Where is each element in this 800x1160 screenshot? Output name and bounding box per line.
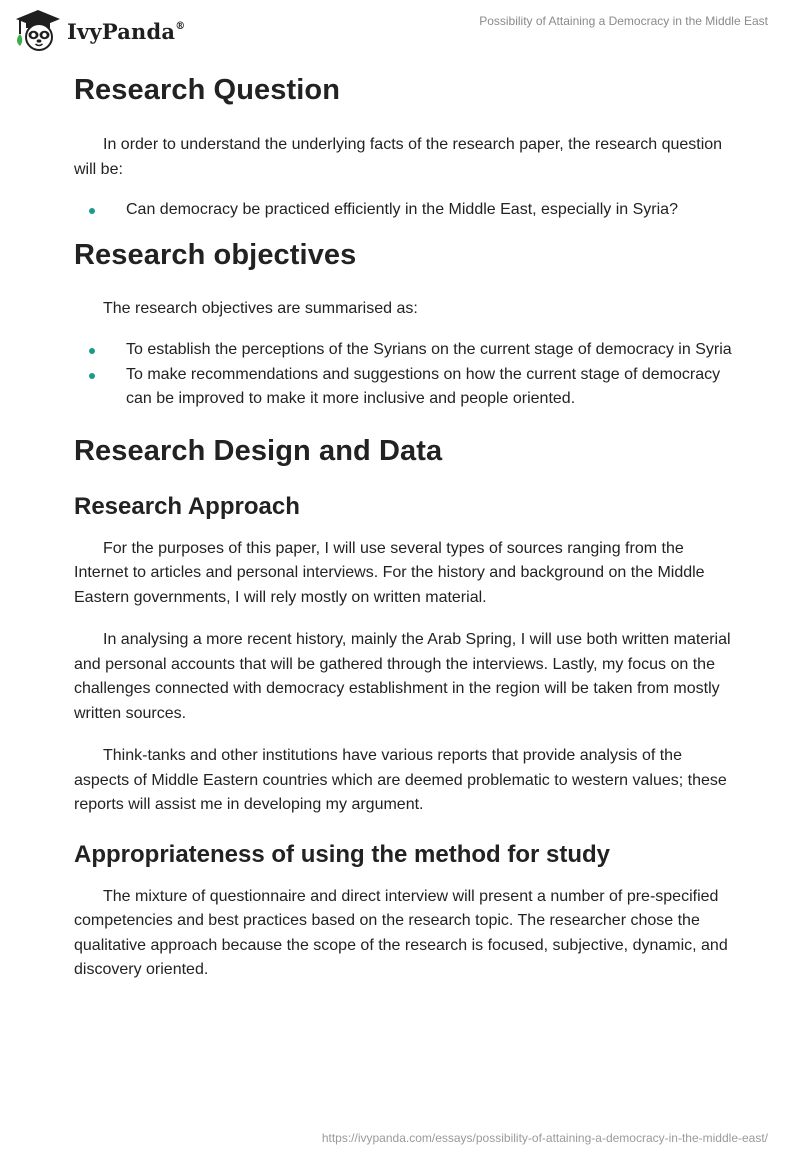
page-header <box>0 0 800 64</box>
document-title: Possibility of Attaining a Democracy in the Middle East <box>479 14 768 28</box>
heading-appropriateness: Appropriateness of using the method for study <box>74 840 611 868</box>
bullet-list <box>74 338 734 412</box>
heading-research-question: Research Question <box>74 74 341 106</box>
list-item: To make recommendations and suggestions on how the current stage of democracy can be improved to make it more inclusive and people oriented. <box>74 363 734 412</box>
paragraph: Think-tanks and other institutions have various reports that provide analysis of the aspects of Middle Eastern countries which are deemed problematic to western values; these reports will assist me in developing my argument. <box>74 747 727 813</box>
panda-logo-icon <box>14 8 62 52</box>
list-item: Can democracy be practiced efficiently in the Middle East, especially in Syria? <box>74 198 734 223</box>
paragraph: The mixture of questionnaire and direct interview will present a number of pre-specified competencies and best practices based on the research topic. The researcher chose the qualitative approach because the scope of the research is focused, subjective, dynamic, and discovery oriented. <box>74 887 728 978</box>
paragraph: In order to understand the underlying facts of the research paper, the research question will be: <box>74 136 723 178</box>
paragraph: In analysing a more recent history, mainly the Arab Spring, I will use both written material and personal accounts that will be gathered through the interviews. Lastly, my focus on the challenges connected with democracy establishment in the region will be taken from mostly written sources. <box>74 631 731 722</box>
heading-research-approach: Research Approach <box>74 492 300 520</box>
registered-mark: ® <box>175 20 186 32</box>
bullet-icon <box>89 373 95 379</box>
ivypanda-logo[interactable] <box>14 8 185 52</box>
source-url[interactable]: https://ivypanda.com/essays/possibility-of-attaining-a-democracy-in-the-middle-east/ <box>321 1131 768 1145</box>
bullet-icon <box>89 208 95 214</box>
list-item: To establish the perceptions of the Syrians on the current stage of democracy in Syria <box>74 338 734 363</box>
heading-research-objectives: Research objectives <box>74 238 357 271</box>
bullet-list <box>74 198 734 223</box>
brand-name: IvyPanda® <box>67 18 186 44</box>
paragraph: For the purposes of this paper, I will use several types of sources ranging from the Internet to articles and personal interviews. For the history and background on the Middle Eastern governments, I will rely mostly on written material. <box>74 539 705 606</box>
heading-research-design: Research Design and Data <box>74 434 443 467</box>
paragraph: The research objectives are summarised as: <box>103 299 418 317</box>
bullet-icon <box>89 348 95 354</box>
document-body <box>74 70 734 983</box>
